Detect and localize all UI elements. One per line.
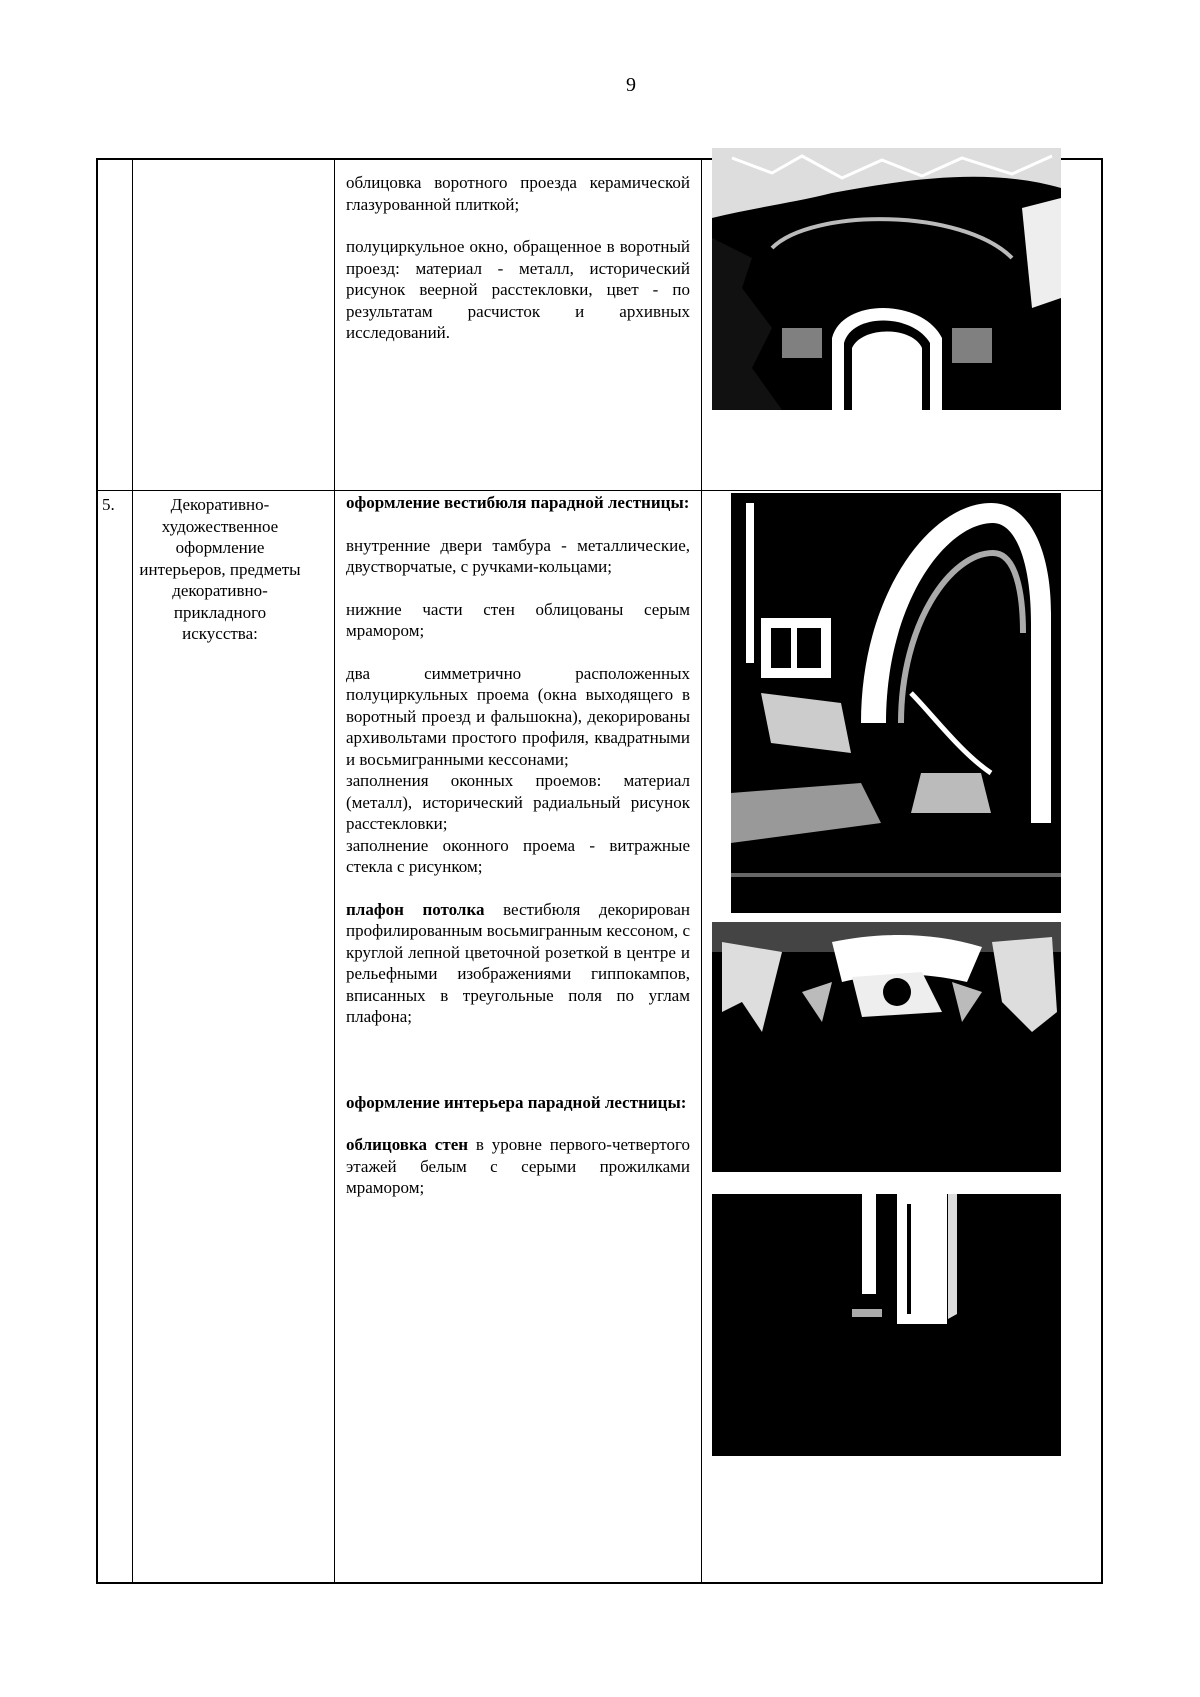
plafond-rest: вестибюля декорирован профилированным восьмигранным кессоном, с круглой лепной цветочной розеткой в центре и рельефными изображениями гиппокампов, вписанных в треугольные поля по углам плафона; — [346, 899, 690, 1026]
plafond-text — [346, 899, 690, 1028]
row-title: Декоративно-художественное оформление интерьеров, предметы декоративно-прикладного искусства: — [139, 495, 301, 643]
window-fill-text: заполнения оконных проемов: материал (металл), исторический радиальный рисунок расстекловки; — [346, 771, 690, 833]
cladding-lead: облицовка стен — [346, 1135, 469, 1154]
column-divider — [701, 160, 702, 1582]
doors-text: внутренние двери тамбура - металлические, двустворчатые, с ручками-кольцами; — [346, 535, 690, 576]
row-5-description — [346, 492, 690, 1199]
gate-passage-photo — [712, 148, 1061, 410]
heritage-table — [96, 158, 1103, 1584]
page-number: 9 — [626, 74, 636, 96]
cladding-text — [346, 1134, 690, 1199]
staircase-photo — [712, 1194, 1061, 1456]
plafond-lead: плафон потолка — [346, 899, 485, 919]
row-divider — [98, 490, 1101, 491]
cladding-rest: в уровне первого-четвертого этажей белым с серыми прожилками мрамором; — [346, 1135, 690, 1197]
vestibule-heading: оформление вестибюля парадной лестницы: — [346, 493, 690, 512]
continued-row-description — [346, 172, 690, 344]
arches-text: два симметрично расположенных полуциркульных проема (окна выходящего в воротный проезд и фальшокна), декорированы архивольтами простого профиля, квадратными и восьмигранными кессонами; — [346, 663, 690, 769]
vestibule-arch-photo — [731, 493, 1061, 913]
walls-text: нижние части стен облицованы серым мрамором; — [346, 599, 690, 640]
row-number: 5. — [102, 495, 115, 514]
column-divider — [334, 160, 335, 1582]
description-paragraph: облицовка воротного проезда керамической глазурованной плиткой; — [346, 173, 690, 214]
description-paragraph: полуциркульное окно, обращенное в воротный проезд: материал - металл, исторический рисунок веерной расстекловки, цвет - по результатам расчисток и архивных исследований. — [346, 237, 690, 342]
staircase-heading: оформление интерьера парадной лестницы: — [346, 1092, 687, 1112]
column-divider — [132, 160, 133, 1582]
window-glass-text: заполнение оконного проема - витражные стекла с рисунком; — [346, 835, 690, 876]
plafond-ceiling-photo — [712, 922, 1061, 1172]
